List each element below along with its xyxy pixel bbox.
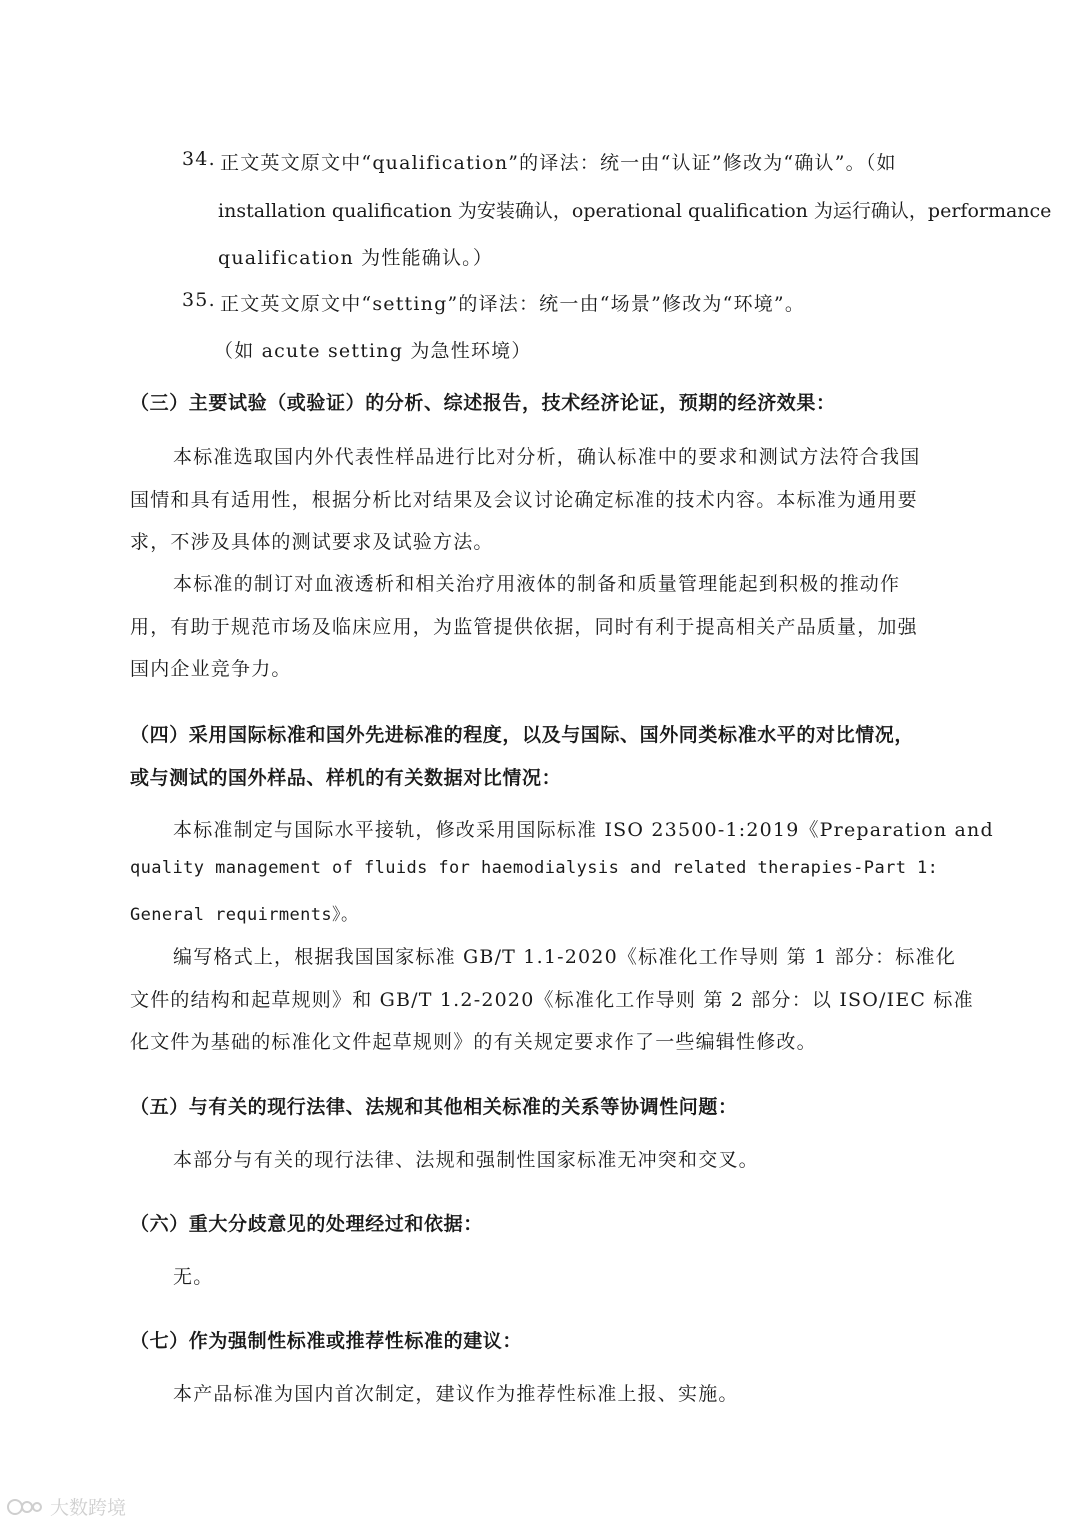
item-34-line2: installation qualification 为安装确认，operational qualification 为运行确认，performance: [218, 200, 1052, 222]
section-4-p2-line1: 编写格式上，根据我国国家标准 GB/T 1.1-2020《标准化工作导则 第 1 部分：标准化: [173, 946, 956, 968]
section-3-p2-line1: 本标准的制订对血液透析和相关治疗用液体的制备和质量管理能起到积极的推动作: [173, 573, 901, 595]
item-34-line1: 正文英文原文中“qualification”的译法：统一由“认证”修改为“确认”。（如: [220, 152, 897, 174]
section-3-p2-line2: 用，有助于规范市场及临床应用，为监管提供依据，同时有利于提高相关产品质量，加强: [130, 616, 918, 638]
section-4-p1-line3: General requirments》。: [130, 905, 359, 925]
section-7-paragraph: 本产品标准为国内首次制定，建议作为推荐性标准上报、实施。: [173, 1383, 739, 1405]
section-3-p2-line3: 国内企业竞争力。: [130, 658, 292, 680]
section-4-heading-line1: （四）采用国际标准和国外先进标准的程度，以及与国际、国外同类标准水平的对比情况，: [130, 724, 915, 746]
section-4-p1-line2: quality management of fluids for haemodialysis and related therapies-Part 1:: [130, 858, 939, 878]
section-4-p2-line2: 文件的结构和起草规则》和 GB/T 1.2-2020《标准化工作导则 第 2 部分：以 ISO/IEC 标准: [130, 989, 974, 1011]
section-5-heading: （五）与有关的现行法律、法规和其他相关标准的关系等协调性问题：: [130, 1096, 738, 1118]
item-35-line1: 正文英文原文中“setting”的译法：统一由“场景”修改为“环境”。: [220, 293, 806, 315]
section-6-paragraph: 无。: [173, 1266, 214, 1288]
watermark-logo-icon: [6, 1495, 46, 1517]
item-34-line3: qualification 为性能确认。）: [218, 247, 494, 269]
section-4-p1-line1: 本标准制定与国际水平接轨，修改采用国际标准 ISO 23500-1:2019《Preparation and: [173, 819, 994, 841]
section-7-heading: （七）作为强制性标准或推荐性标准的建议：: [130, 1330, 523, 1352]
section-4-p2-line3: 化文件为基础的标准化文件起草规则》的有关规定要求作了一些编辑性修改。: [130, 1031, 817, 1053]
watermark: [6, 1493, 126, 1519]
section-5-paragraph: 本部分与有关的现行法律、法规和强制性国家标准无冲突和交叉。: [173, 1149, 759, 1171]
section-3-p1-line1: 本标准选取国内外代表性样品进行比对分析，确认标准中的要求和测试方法符合我国: [173, 446, 921, 468]
watermark-text: 大数跨境: [50, 1496, 127, 1519]
section-6-heading: （六）重大分歧意见的处理经过和依据：: [130, 1213, 483, 1235]
item-35-number: 35.: [182, 289, 216, 311]
item-35-line2: （如 acute setting 为急性环境）: [214, 340, 532, 362]
section-3-p1-line3: 求，不涉及具体的测试要求及试验方法。: [130, 531, 494, 553]
section-3-heading: （三）主要试验（或验证）的分析、综述报告，技术经济论证，预期的经济效果：: [130, 392, 836, 414]
item-34-number: 34.: [182, 148, 216, 170]
section-4-heading-line2: 或与测试的国外样品、样机的有关数据对比情况：: [130, 767, 562, 789]
section-3-p1-line2: 国情和具有适用性，根据分析比对结果及会议讨论确定标准的技术内容。本标准为通用要: [130, 489, 918, 511]
